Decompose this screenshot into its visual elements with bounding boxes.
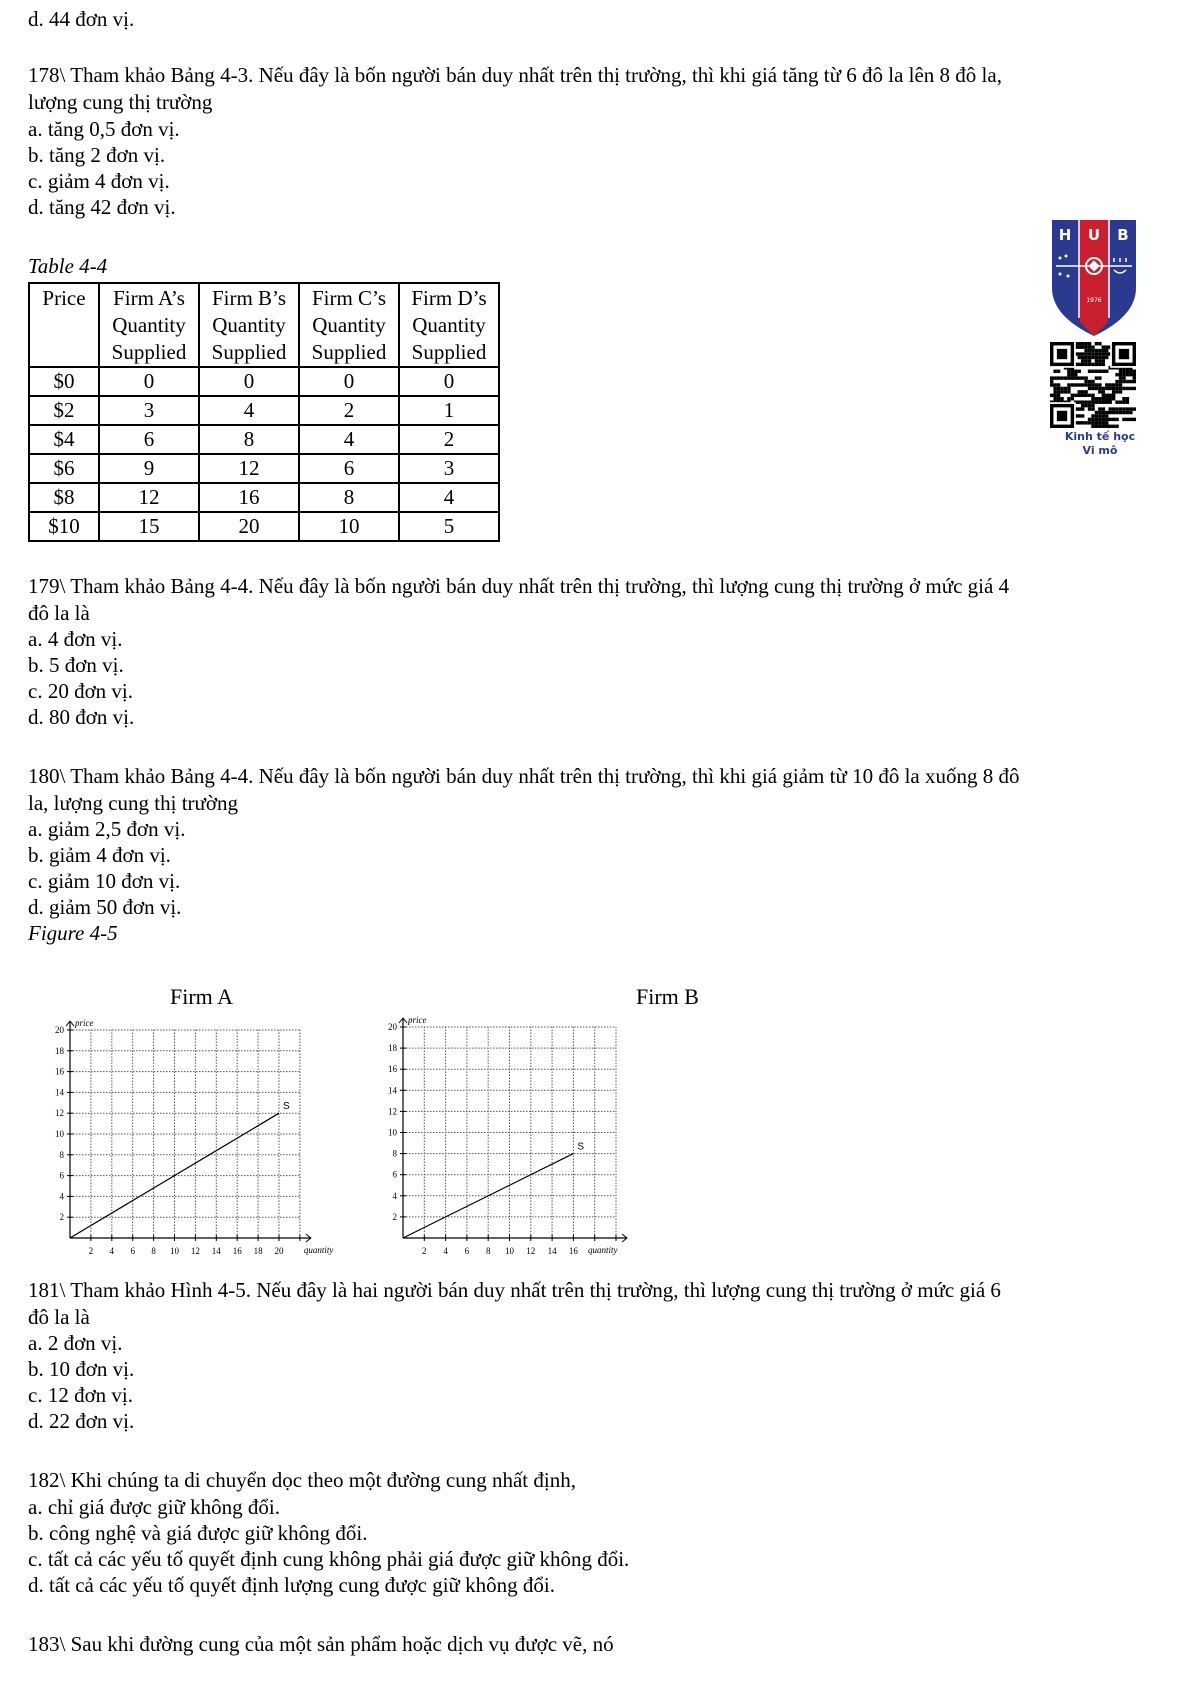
price-cell: $2	[29, 396, 99, 425]
q182-option-c: c. tất cả các yếu tố quyết định cung không phải giá được giữ không đổi.	[28, 1547, 630, 1571]
question-178-text-cont: lượng cung thị trường	[28, 90, 213, 114]
y-tick-label: 6	[59, 1170, 64, 1181]
price-cell: $4	[29, 425, 99, 454]
price-cell: $0	[29, 367, 99, 396]
y-tick-label: 2	[392, 1211, 397, 1222]
logo-caption-line2: Vi mô	[1082, 444, 1118, 457]
table-header-text: Quantity	[212, 313, 286, 337]
quantity-cell: 0	[199, 367, 299, 396]
quantity-cell: 3	[399, 454, 499, 483]
quantity-cell: 9	[99, 454, 199, 483]
q182-option-a: a. chỉ giá được giữ không đổi.	[28, 1495, 280, 1519]
quantity-cell: 10	[299, 512, 399, 541]
table-body	[29, 367, 499, 541]
quantity-cell: 2	[299, 396, 399, 425]
table-header-cell	[299, 283, 399, 367]
y-tick-label: 8	[59, 1149, 64, 1160]
question-181-text: 181\ Tham khảo Hình 4-5. Nếu đây là hai người bán duy nhất trên thị trường, thì lượng cung thị trường ở mức giá 6	[28, 1278, 1001, 1302]
q178-option-d: d. tăng 42 đơn vị.	[28, 195, 176, 219]
q179-option-a: a. 4 đơn vị.	[28, 627, 123, 651]
table-header-text: Supplied	[411, 340, 487, 364]
q181-option-c: c. 12 đơn vị.	[28, 1383, 134, 1407]
quantity-cell: 12	[199, 454, 299, 483]
price-cell: $6	[29, 454, 99, 483]
table-header-text: Quantity	[312, 313, 386, 337]
table-row	[29, 425, 499, 454]
q180-option-d: d. giảm 50 đơn vị.	[28, 895, 182, 919]
supply-curve-label: S	[577, 1141, 585, 1153]
x-tick-label: 18	[253, 1246, 263, 1256]
x-axis-label: quantity	[303, 1245, 334, 1255]
question-181-text-cont: đô la là	[28, 1305, 90, 1329]
quantity-cell: 16	[199, 483, 299, 512]
question-180-text-cont: la, lượng cung thị trường	[28, 791, 239, 815]
quantity-cell: 15	[99, 512, 199, 541]
chart-title-firm-b: Firm B	[636, 984, 699, 1009]
x-tick-label: 20	[274, 1246, 284, 1256]
table-header-text: Price	[42, 286, 86, 310]
q181-option-d: d. 22 đơn vị.	[28, 1409, 135, 1433]
x-tick-label: 12	[190, 1246, 200, 1256]
table-header-text: Supplied	[211, 340, 287, 364]
hub-logo	[1048, 218, 1140, 338]
question-183-text: 183\ Sau khi đường cung của một sản phẩm hoặc dịch vụ được vẽ, nó	[28, 1632, 614, 1656]
x-tick-label: 16	[568, 1246, 578, 1256]
quantity-cell: 20	[199, 512, 299, 541]
chart-firm-b	[370, 1010, 650, 1260]
y-axis-label: price	[75, 1018, 94, 1028]
y-tick-label: 12	[388, 1106, 397, 1117]
y-tick-label: 6	[392, 1169, 397, 1180]
table-header-cell	[199, 283, 299, 367]
table-header-text: Firm B’s	[211, 286, 287, 310]
x-tick-label: 6	[130, 1246, 135, 1256]
x-tick-label: 2	[422, 1246, 427, 1256]
table-row	[29, 483, 499, 512]
price-cell: $10	[29, 512, 99, 541]
q178-option-a: a. tăng 0,5 đơn vị.	[28, 117, 180, 141]
x-tick-label: 2	[88, 1246, 94, 1256]
table-header-text: Firm A’s	[113, 286, 185, 310]
table-header-cell	[29, 283, 99, 367]
quantity-cell: 4	[199, 396, 299, 425]
logo-letter-u: U	[1087, 226, 1101, 244]
y-tick-label: 10	[388, 1127, 397, 1138]
q182-option-d: d. tất cả các yếu tố quyết định lượng cung được giữ không đổi.	[28, 1573, 555, 1597]
quantity-cell: 0	[99, 367, 199, 396]
logo-year: 1976	[1086, 297, 1102, 304]
quantity-cell: 6	[299, 454, 399, 483]
x-tick-label: 16	[232, 1246, 242, 1256]
x-tick-label: 8	[151, 1246, 156, 1256]
q181-option-b: b. 10 đơn vị.	[28, 1357, 135, 1381]
qr-code	[1050, 342, 1136, 428]
x-axis-label: quantity	[588, 1245, 618, 1255]
chart-firm-a	[40, 1010, 340, 1260]
question-178-text: 178\ Tham khảo Bảng 4-3. Nếu đây là bốn người bán duy nhất trên thị trường, thì khi giá tăng từ 6 đô la lên 8 đô la,	[28, 63, 1002, 87]
question-179-text: 179\ Tham khảo Bảng 4-4. Nếu đây là bốn người bán duy nhất trên thị trường, thì lượng cung thị trường ở mức giá 4	[28, 574, 1010, 598]
supply-table-4-4	[28, 282, 500, 542]
quantity-cell: 3	[99, 396, 199, 425]
q178-option-c: c. giảm 4 đơn vị.	[28, 169, 170, 193]
table-header-text: Supplied	[311, 340, 387, 364]
q179-option-b: b. 5 đơn vị.	[28, 653, 124, 677]
y-axis-label: price	[408, 1015, 427, 1025]
x-tick-label: 8	[485, 1246, 491, 1256]
quantity-cell: 1	[399, 396, 499, 425]
quantity-cell: 12	[99, 483, 199, 512]
q180-option-b: b. giảm 4 đơn vị.	[28, 843, 171, 867]
q180-option-a: a. giảm 2,5 đơn vị.	[28, 817, 186, 841]
table-caption: Table 4-4	[28, 254, 108, 278]
x-tick-label: 10	[505, 1246, 514, 1256]
y-tick-label: 18	[55, 1045, 64, 1056]
y-tick-label: 8	[392, 1148, 397, 1159]
question-182-text: 182\ Khi chúng ta di chuyển dọc theo một đường cung nhất định,	[28, 1468, 576, 1492]
quantity-cell: 0	[299, 367, 399, 396]
table-header-cell	[99, 283, 199, 367]
y-tick-label: 18	[388, 1043, 397, 1054]
y-tick-label: 20	[55, 1025, 64, 1035]
supply-curve-label: S	[283, 1101, 290, 1113]
table-header-row	[29, 283, 499, 367]
prev-option-d: d. 44 đơn vị.	[28, 7, 135, 31]
q179-option-d: d. 80 đơn vị.	[28, 705, 135, 729]
table-header-text: Quantity	[112, 313, 186, 337]
x-tick-label: 14	[547, 1246, 557, 1256]
quantity-cell: 2	[399, 425, 499, 454]
q180-option-c: c. giảm 10 đơn vị.	[28, 869, 181, 893]
y-tick-label: 14	[388, 1085, 397, 1096]
table-row	[29, 454, 499, 483]
y-tick-label: 4	[59, 1191, 64, 1202]
quantity-cell: 0	[399, 367, 499, 396]
y-tick-label: 10	[55, 1129, 64, 1139]
table-header-text: Firm D’s	[411, 286, 487, 310]
figure-caption: Figure 4-5	[28, 921, 118, 945]
logo-letter-h: H	[1058, 226, 1072, 244]
table-row	[29, 367, 499, 396]
quantity-cell: 5	[399, 512, 499, 541]
y-tick-label: 4	[392, 1190, 397, 1201]
question-179-text-cont: đô la là	[28, 601, 90, 625]
question-180-text: 180\ Tham khảo Bảng 4-4. Nếu đây là bốn người bán duy nhất trên thị trường, thì khi giá giảm từ 10 đô la xuống 8 đô	[28, 764, 1020, 788]
table-header-text: Firm C’s	[311, 286, 387, 310]
price-cell: $8	[29, 483, 99, 512]
y-tick-label: 12	[55, 1108, 64, 1119]
q179-option-c: c. 20 đơn vị.	[28, 679, 134, 703]
y-tick-label: 16	[388, 1064, 397, 1075]
table-header-text: Supplied	[111, 340, 187, 364]
x-tick-label: 14	[211, 1246, 221, 1256]
table-row	[29, 396, 499, 425]
logo-caption-line1: Kinh tế học	[1064, 430, 1136, 443]
y-tick-label: 16	[55, 1066, 64, 1077]
y-tick-label: 2	[59, 1212, 64, 1223]
y-tick-label: 20	[388, 1022, 397, 1032]
quantity-cell: 4	[299, 425, 399, 454]
x-tick-label: 4	[109, 1246, 115, 1256]
q182-option-b: b. công nghệ và giá được giữ không đổi.	[28, 1521, 368, 1545]
quantity-cell: 6	[99, 425, 199, 454]
q178-option-b: b. tăng 2 đơn vị.	[28, 143, 166, 167]
table-header-text: Quantity	[412, 313, 486, 337]
y-tick-label: 14	[55, 1087, 64, 1098]
quantity-cell: 8	[199, 425, 299, 454]
quantity-cell: 8	[299, 483, 399, 512]
table-row	[29, 512, 499, 541]
x-tick-label: 4	[443, 1246, 448, 1256]
x-tick-label: 6	[464, 1246, 470, 1256]
table-header-cell	[399, 283, 499, 367]
quantity-cell: 4	[399, 483, 499, 512]
q181-option-a: a. 2 đơn vị.	[28, 1331, 123, 1355]
chart-title-firm-a: Firm A	[170, 984, 233, 1009]
x-tick-label: 12	[526, 1246, 536, 1256]
logo-letter-b: B	[1117, 226, 1129, 244]
x-tick-label: 10	[170, 1246, 179, 1256]
